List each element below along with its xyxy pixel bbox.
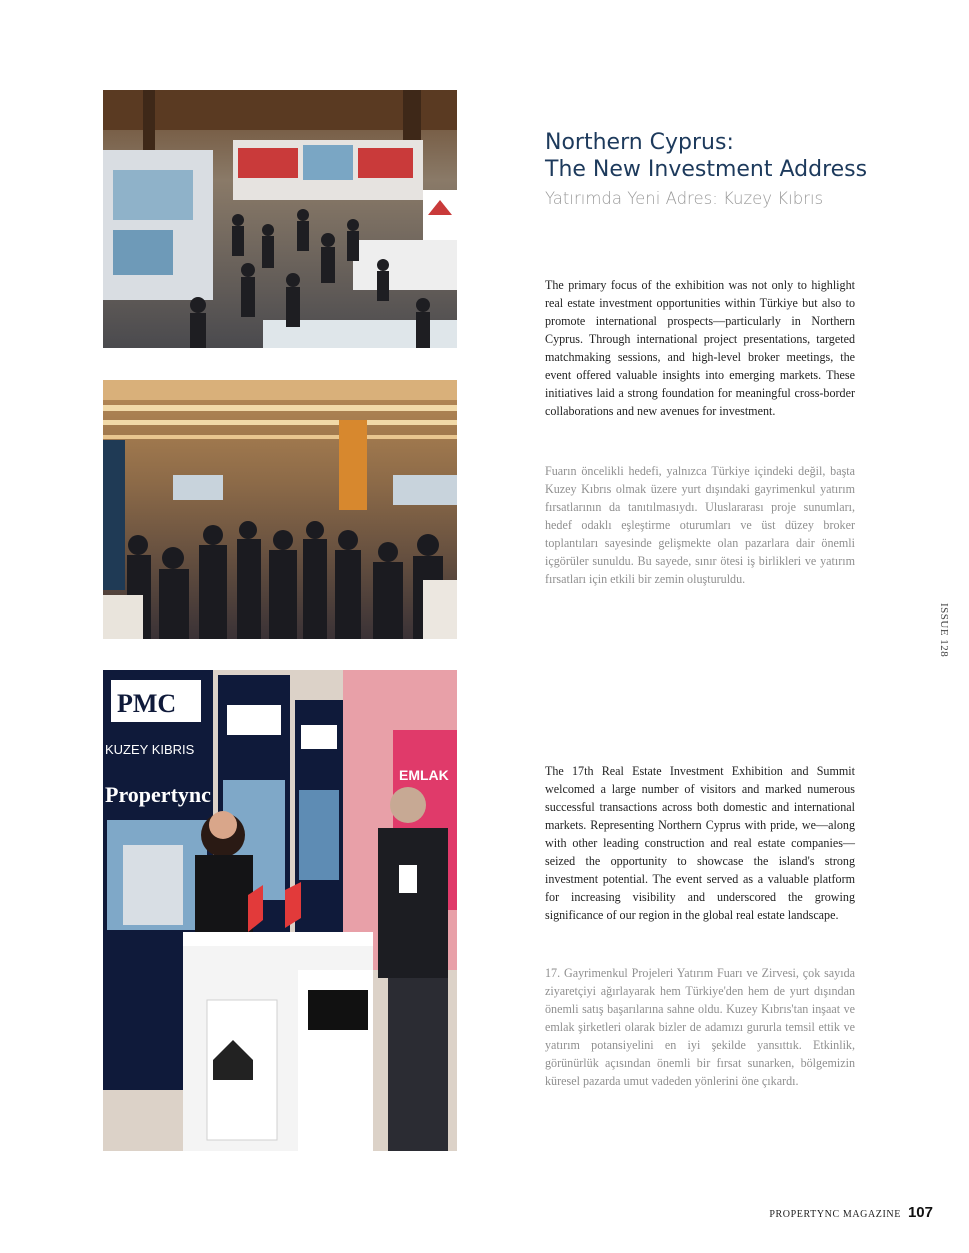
booth-brand-text: Propertync (105, 782, 211, 807)
article-subtitle: Yatırımda Yeni Adres: Kuzey Kıbrıs (545, 189, 824, 208)
article-title-line-2: The New Investment Address (545, 157, 868, 182)
article-title (545, 129, 905, 183)
exhibition-hall-overview-photo (103, 90, 457, 348)
crowd-at-fair-photo (103, 380, 457, 639)
side-sign-text: EMLAK (399, 767, 449, 783)
page-number: 107 (907, 1204, 933, 1221)
issue-label: ISSUE 128 (938, 603, 950, 658)
page-footer (769, 1204, 933, 1221)
english-paragraph-1: The primary focus of the exhibition was not only to highlight real estate investment opportunities within Türkiye but also to promote international prospects—particularly in Northern Cyprus. Through international project presentations, targeted matchmaking sessions, and high-level broker meetings, the event offered valuable insights into emerging markets. These initiatives laid a strong foundation for meaningful cross-border collaborations and new avenues for investment. (545, 278, 855, 418)
english-paragraph-2: The 17th Real Estate Investment Exhibition and Summit welcomed a large number of visitors and marked numerous successful transactions across both domestic and international markets. Representing Northern Cyprus with pride, we—along with other leading construction and real estate companies—seized the opportunity to showcase the island's strong investment potential. The event served as a valuable platform for increasing visibility and underscored the growing significance of our region in the global real estate landscape. (545, 764, 855, 922)
magazine-name: PROPERTYNC MAGAZINE (769, 1209, 901, 1220)
booth-logo-text: PMC (117, 689, 177, 718)
article-title-line-1: Northern Cyprus: (545, 130, 734, 155)
turkish-paragraph-1: Fuarın öncelikli hedefi, yalnızca Türkiye içindeki değil, başta Kuzey Kıbrıs olmak üzere yurt dışındaki gayrimenkul yatırım fırsatlarının da tanıtılmasıydı. Uluslararası proje sunumları, hedef odaklı eşleştirme oturumları ve üst düzey broker toplantıları sayesinde gelişmekte olan pazarlara dair önemli içgörüler sunuldu. Bu sayede, sınır ötesi iş birlikleri ve yatırım fırsatları için etkili bir zemin oluşturuldu. (545, 464, 855, 586)
pmc-booth-photo (103, 670, 457, 1151)
turkish-paragraph-2: 17. Gayrimenkul Projeleri Yatırım Fuarı ve Zirvesi, çok sayıda ziyaretçiyi ağırlayarak hem Türkiye'den hem de yurt dışından önemli satış başarılarına sahne oldu. Kuzey Kıbrıs'tan inşaat ve emlak şirketleri olarak bizler de adamızı gururla temsil ettik ve yatırım potansiyelini en iyi şekilde yansıttık. Etkinlik, görünürlük açısından önemli bir fırsat sunarken, bölgemizin küresel pazarda umut vadeden yönlerini öne çıkardı. (545, 966, 855, 1088)
booth-banner-text: KUZEY KIBRIS (105, 742, 195, 757)
